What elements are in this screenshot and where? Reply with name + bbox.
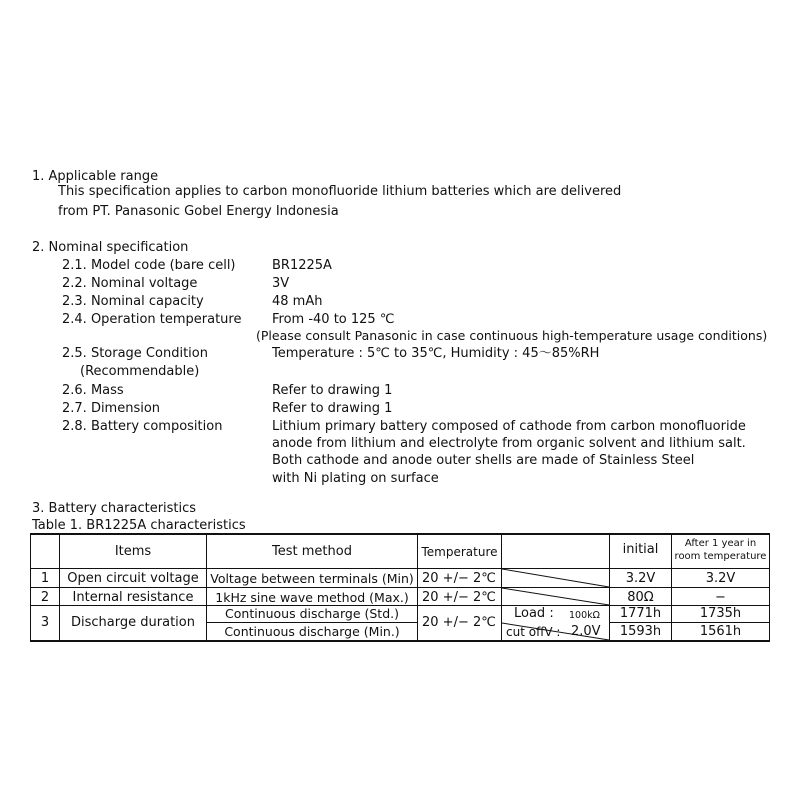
row3-temperature: 20 +/− 2℃ — [422, 615, 496, 630]
header-test-method: Test method — [272, 544, 352, 559]
section1-line1: This specification applies to carbon monofluoride lithium batteries which are delivered — [58, 184, 622, 199]
composition-line-2: anode from lithium and electrolyte from organic solvent and lithium salt. — [272, 436, 746, 451]
row3-method-min: Continuous discharge (Min.) — [224, 624, 400, 639]
load-value: 100kΩ — [569, 610, 600, 621]
row3-after-std: 1735h — [699, 606, 742, 621]
row1-number: 1 — [40, 571, 50, 586]
composition-line-4: with Ni plating on surface — [272, 471, 439, 486]
row1-temperature: 20 +/− 2℃ — [422, 571, 496, 586]
spec-value-mass: Refer to drawing 1 — [272, 383, 393, 398]
row1-item: Open circuit voltage — [67, 571, 199, 586]
row1-initial: 3.2V — [625, 571, 656, 586]
header-after-line2: room temperature — [674, 551, 767, 562]
spec-value-voltage: 3V — [272, 276, 290, 291]
cutoff-value: 2.0V — [571, 624, 601, 639]
spec-value-capacity: 48 mAh — [272, 294, 323, 309]
row2-item: Internal resistance — [72, 590, 194, 605]
table-title: Table 1. BR1225A characteristics — [32, 518, 246, 533]
section3-heading: 3. Battery characteristics — [32, 501, 197, 516]
row3-method-std: Continuous discharge (Std.) — [225, 606, 399, 621]
spec-value-composition: Lithium primary battery composed of cathode from carbon monofluoride — [272, 419, 746, 434]
spec-value-storage: Temperature : 5℃ to 35℃, Humidity : 45～85%RH — [272, 346, 600, 361]
header-temperature: Temperature — [421, 545, 498, 559]
spec-value-dimension: Refer to drawing 1 — [272, 401, 393, 416]
spec-label-dimension: 2.7. Dimension — [62, 401, 161, 416]
row3-initial-min: 1593h — [619, 624, 662, 639]
spec-value-operation-temp: From -40 to 125 ℃ — [272, 312, 395, 327]
row3-initial-std: 1771h — [619, 606, 662, 621]
row2-temperature: 20 +/− 2℃ — [422, 590, 496, 605]
row1-method: Voltage between terminals (Min) — [210, 571, 414, 586]
cutoff-label: cut offV : — [506, 625, 561, 639]
load-label: Load : — [514, 606, 554, 621]
section1-heading: 1. Applicable range — [32, 169, 159, 184]
spec-label-voltage: 2.2. Nominal voltage — [62, 276, 198, 291]
section2-heading: 2. Nominal specification — [32, 240, 189, 255]
row2-number: 2 — [40, 590, 50, 605]
header-items: Items — [114, 544, 152, 559]
header-initial: initial — [622, 542, 659, 557]
row2-after: − — [715, 590, 726, 605]
spec-label-operation-temp: 2.4. Operation temperature — [62, 312, 242, 327]
composition-line-3: Both cathode and anode outer shells are made of Stainless Steel — [272, 453, 695, 468]
row2-method: 1kHz sine wave method (Max.) — [215, 590, 409, 605]
spec-label-storage: 2.5. Storage Condition — [62, 346, 208, 361]
spec-label-mass: 2.6. Mass — [62, 383, 124, 398]
spec-value-model: BR1225A — [272, 258, 332, 273]
storage-sub-label: (Recommendable) — [80, 364, 200, 379]
row3-number: 3 — [40, 615, 50, 630]
header-after-line1: After 1 year in — [684, 538, 757, 549]
row3-item: Discharge duration — [71, 615, 195, 630]
operation-temp-note: (Please consult Panasonic in case continuous high-temperature usage conditions) — [256, 328, 768, 343]
section1-line2: from PT. Panasonic Gobel Energy Indonesia — [58, 204, 339, 219]
spec-label-model: 2.1. Model code (bare cell) — [62, 258, 236, 273]
row1-after: 3.2V — [705, 571, 736, 586]
spec-label-capacity: 2.3. Nominal capacity — [62, 294, 204, 309]
row3-after-min: 1561h — [699, 624, 742, 639]
row2-initial: 80Ω — [627, 590, 654, 605]
spec-label-composition: 2.8. Battery composition — [62, 419, 223, 434]
